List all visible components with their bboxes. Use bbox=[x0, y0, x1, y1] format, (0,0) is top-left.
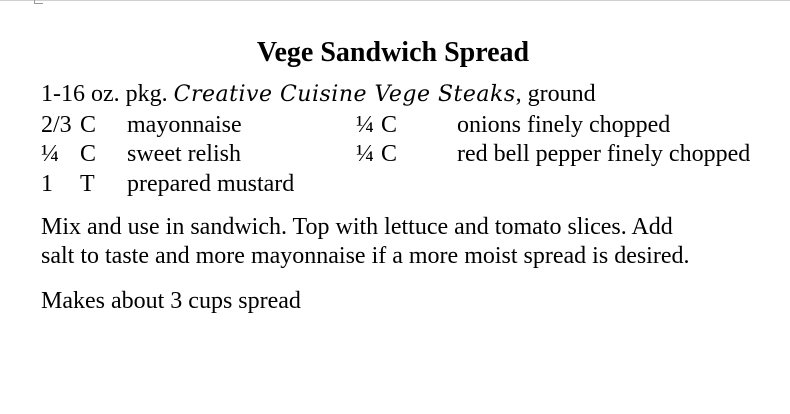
ingredient-item: sweet relish bbox=[127, 141, 241, 167]
ingredient-qty: ¼ bbox=[41, 141, 59, 167]
yield-text: Makes about 3 cups spread bbox=[41, 288, 301, 314]
base-suffix: , ground bbox=[515, 81, 596, 107]
ingredient-item: prepared mustard bbox=[127, 171, 295, 197]
ingredient-unit: C bbox=[381, 112, 398, 138]
ingredient-unit: C bbox=[80, 112, 97, 138]
base-product-name: Creative Cuisine Vege Steaks bbox=[173, 82, 516, 107]
text-boundary-mark bbox=[34, 0, 43, 4]
base-ingredient-line bbox=[41, 80, 596, 109]
ingredient-qty: ¼ bbox=[356, 112, 374, 138]
ingredient-unit: C bbox=[80, 141, 97, 167]
recipe-title: Vege Sandwich Spread bbox=[256, 37, 530, 68]
ingredient-item: onions finely chopped bbox=[457, 112, 671, 138]
ingredient-unit: T bbox=[80, 171, 95, 197]
ingredient-qty: 2/3 bbox=[41, 112, 72, 138]
directions-line: salt to taste and more mayonnaise if a more moist spread is desired. bbox=[41, 243, 690, 269]
page-top-border bbox=[0, 0, 790, 1]
directions-line: Mix and use in sandwich. Top with lettuce and tomato slices. Add bbox=[41, 214, 673, 240]
base-quantity: 1-16 oz. pkg. bbox=[41, 81, 168, 107]
ingredient-item: red bell pepper finely chopped bbox=[457, 141, 751, 167]
ingredient-qty: ¼ bbox=[356, 141, 374, 167]
ingredient-item: mayonnaise bbox=[127, 112, 242, 138]
ingredient-qty: 1 bbox=[41, 171, 53, 197]
ingredient-unit: C bbox=[381, 141, 398, 167]
